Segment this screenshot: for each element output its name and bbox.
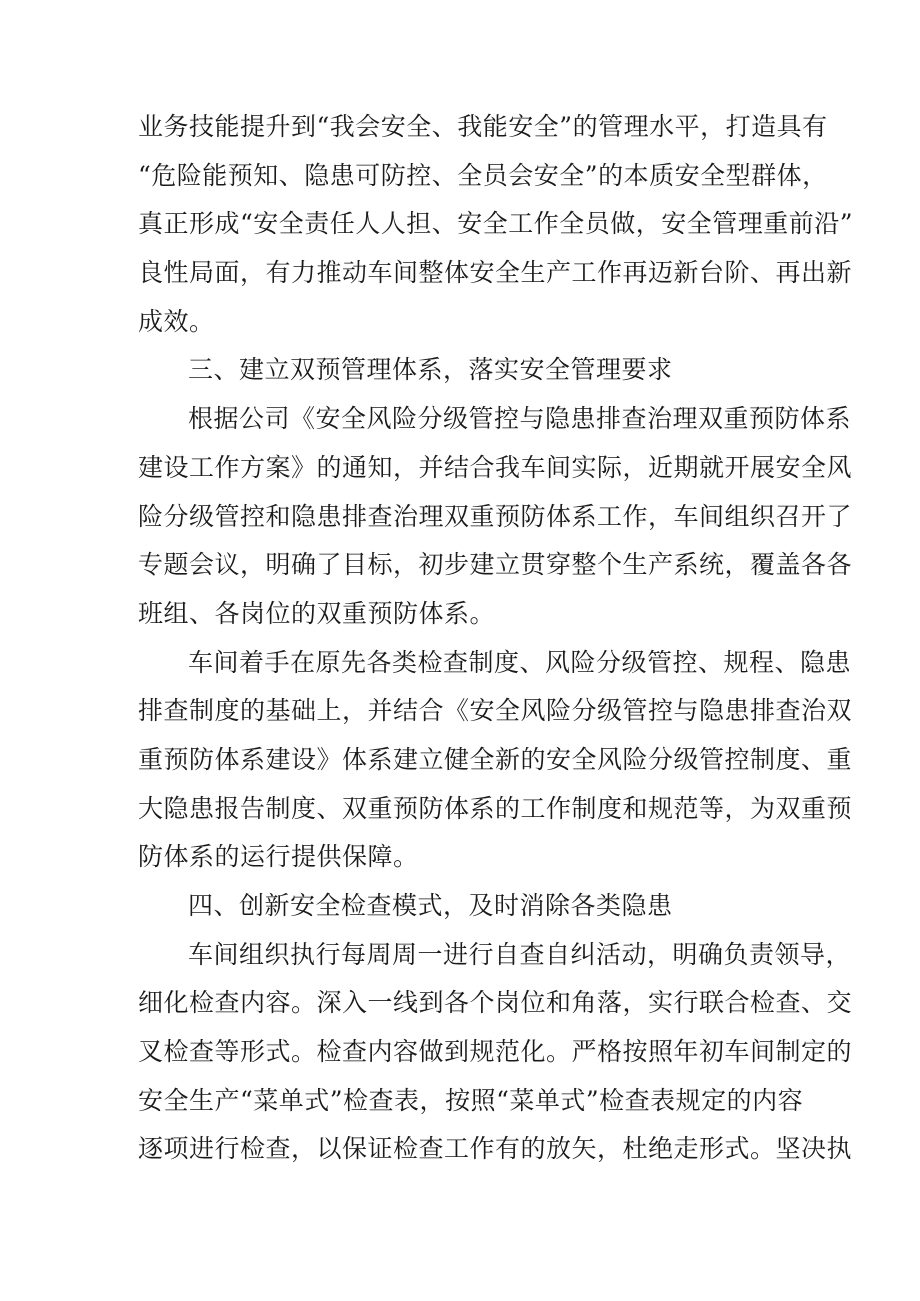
text-line: “危险能预知、隐患可防控、全员会安全”的本质安全型群体，: [138, 160, 828, 190]
text-line: 排查制度的基础上，并结合《安全风险分级管控与隐患排查治双: [138, 696, 853, 726]
text-line: 险分级管控和隐患排查治理双重预防体系工作，车间组织召开了: [138, 501, 853, 531]
text-line: 重预防体系建设》体系建立健全新的安全风险分级管控制度、重: [138, 744, 853, 774]
text-line: 成效。: [138, 306, 215, 336]
text-line: 建设工作方案》的通知，并结合我车间实际，近期就开展安全风: [138, 452, 853, 482]
section-heading: 三、建立双预管理体系，落实安全管理要求: [188, 355, 673, 385]
text-line: 车间组织执行每周周一进行自查自纠活动，明确负责领导，: [188, 939, 852, 969]
text-line: 安全生产“菜单式”检查表，按照“菜单式”检查表规定的内容: [138, 1085, 804, 1115]
text-line: 班组、各岗位的双重预防体系。: [138, 598, 496, 628]
text-line: 逐项进行检查，以保证检查工作有的放矢，杜绝走形式。坚决执: [138, 1134, 853, 1164]
text-line: 车间着手在原先各类检查制度、风险分级管控、规程、隐患: [188, 647, 852, 677]
section-heading: 四、创新安全检查模式，及时消除各类隐患: [188, 891, 673, 920]
text-line: 专题会议，明确了目标，初步建立贯穿整个生产系统，覆盖各各: [138, 550, 853, 580]
text-line: 大隐患报告制度、双重预防体系的工作制度和规范等，为双重预: [138, 793, 853, 823]
text-line: 细化检查内容。深入一线到各个岗位和角落，实行联合检查、交: [138, 988, 853, 1018]
text-line: 良性局面，有力推动车间整体安全生产工作再迈新台阶、再出新: [138, 258, 853, 288]
text-line: 真正形成“安全责任人人担、安全工作全员做，安全管理重前沿”: [138, 209, 854, 239]
document-body: [138, 103, 854, 1174]
text-line: 防体系的运行提供保障。: [138, 842, 419, 872]
text-line: 根据公司《安全风险分级管控与隐患排查治理双重预防体系: [188, 404, 852, 434]
text-line: 业务技能提升到“我会安全、我能安全”的管理水平，打造具有: [138, 112, 828, 141]
text-line: 叉检查等形式。检查内容做到规范化。严格按照年初车间制定的: [138, 1037, 853, 1067]
